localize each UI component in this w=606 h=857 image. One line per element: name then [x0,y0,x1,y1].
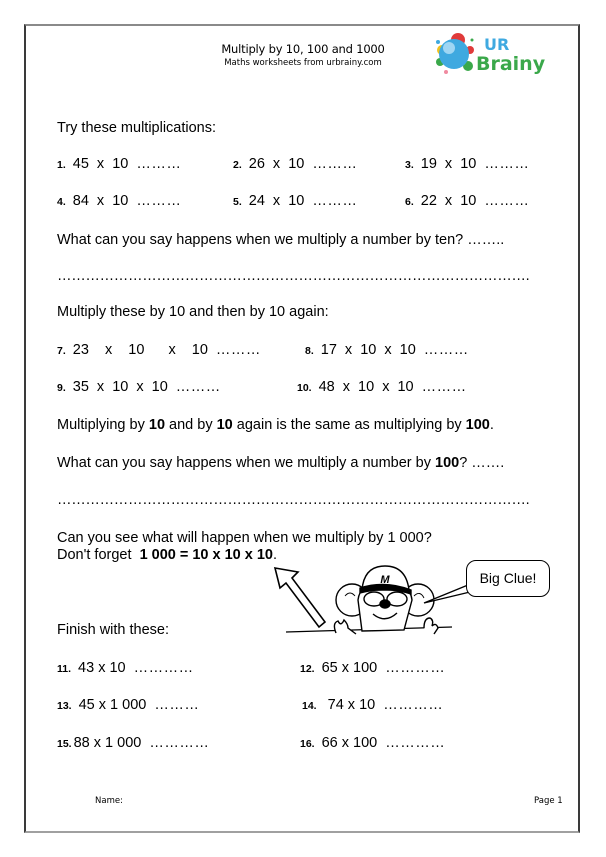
question-expression: 88 x 1 000 [73,735,142,751]
question-expression: 74 x 10 [323,697,376,713]
question-number: 15. [57,738,72,750]
question-number: 8. [305,345,314,357]
question-expression: 48 x 10 x 10 [318,379,414,395]
statement-text: again is the same as multiplying by [232,417,466,433]
section2-instruction: Multiply these by 10 and then by 10 again: [57,304,329,320]
answer-blank[interactable]: ……… [421,379,467,395]
answer-blank[interactable]: ……… [215,342,261,358]
answer-blank[interactable]: ………… [149,735,210,751]
section3-question: Can you see what will happen when we multiply by 1 000? [57,530,432,546]
statement-text: Multiplying by [57,417,149,433]
section1-answer-line[interactable]: ………………………………………………………………………………………. [57,268,530,284]
question-expression: 43 x 10 [78,660,126,676]
statement-bold: 10 [148,417,166,433]
hint-text: . [273,547,278,563]
answer-blank[interactable]: ………… [385,735,446,751]
question-15 [57,735,209,751]
question-number: 10. [297,382,312,394]
question-number: 1. [57,159,66,171]
question-number: 13. [57,700,72,712]
statement-text: and by [165,417,217,433]
name-label: Name: [95,796,123,806]
logo-text-ur: UR [484,35,510,54]
question-13 [57,697,199,713]
answer-blank[interactable]: ……… [484,193,530,209]
question-expression: 17 x 10 x 10 [320,342,416,358]
worksheet-subtitle: Maths worksheets from urbrainy.com [224,58,382,68]
answer-blank[interactable]: ……… [175,379,221,395]
reflection-text: ? ……. [459,455,505,471]
question-number: 6. [405,196,414,208]
worksheet-title: Multiply by 10, 100 and 1000 [221,42,385,56]
answer-blank[interactable]: ……… [484,156,530,172]
question-expression: 65 x 100 [321,660,378,676]
answer-blank[interactable]: ……… [136,156,182,172]
question-expression: 35 x 10 x 10 [72,379,168,395]
question-number: 9. [57,382,66,394]
hint-bold: 1 000 = 10 x 10 x 10 [139,547,274,563]
question-number: 12. [300,663,315,675]
statement-text: . [489,417,494,433]
question-number: 5. [233,196,242,208]
question-number: 16. [300,738,315,750]
question-expression: 45 x 1 000 [78,697,147,713]
statement-bold: 100 [465,417,490,433]
question-expression: 66 x 100 [321,735,378,751]
reflection-bold: 100 [435,455,460,471]
section1-instruction: Try these multiplications: [57,120,217,136]
question-12 [300,660,445,676]
page-number: Page 1 [534,796,563,806]
reflection-text: What can you say happens when we multiply a number by [57,455,436,471]
question-expression: 45 x 10 [72,156,129,172]
answer-blank[interactable]: ………… [133,660,194,676]
arrow-up-left-icon [275,568,325,627]
answer-blank[interactable]: ………… [383,697,444,713]
question-expression: 26 x 10 [248,156,305,172]
answer-blank[interactable]: ……… [312,156,358,172]
section4-instruction: Finish with these: [57,622,170,638]
answer-blank[interactable]: ……… [136,193,182,209]
hint-text: Don't forget [57,547,140,563]
question-16 [300,735,445,751]
question-number: 7. [57,345,66,357]
question-number: 11. [57,663,72,675]
question-expression: 19 x 10 [420,156,477,172]
question-14 [302,697,443,713]
question-expression: 24 x 10 [248,193,305,209]
question-number: 4. [57,196,66,208]
question-expression: 84 x 10 [72,193,129,209]
question-expression: 23 x 10 x 10 [72,342,208,358]
question-number: 2. [233,159,242,171]
answer-blank[interactable]: ………… [385,660,446,676]
section2-answer-line[interactable]: ………………………………………………………………………………………. [57,492,530,508]
statement-bold: 10 [216,417,233,433]
question-expression: 22 x 10 [420,193,477,209]
logo-text-brainy: Brainy [476,53,546,75]
cap-letter: M [380,574,390,586]
question-number: 3. [405,159,414,171]
speech-bubble: Big Clue! [466,560,550,597]
answer-blank[interactable]: ……… [312,193,358,209]
answer-blank[interactable]: ……… [423,342,469,358]
question-number: 14. [302,700,317,712]
section1-reflection-question: What can you say happens when we multiply a number by ten? …….. [57,232,505,248]
answer-blank[interactable]: ……… [154,697,200,713]
question-11 [57,660,194,676]
